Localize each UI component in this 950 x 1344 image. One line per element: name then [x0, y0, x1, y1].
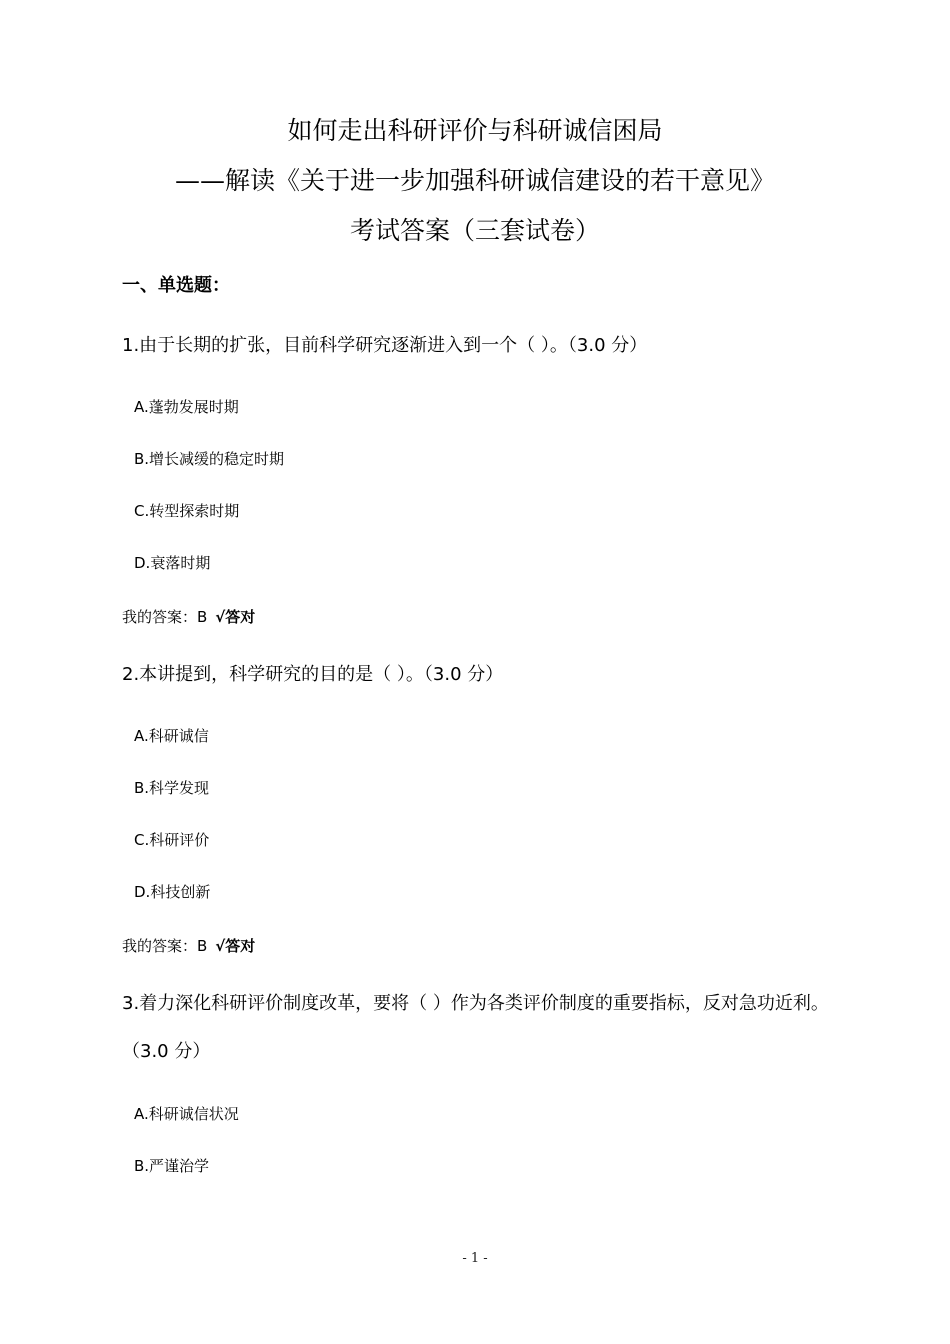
question-2-answer — [122, 936, 255, 956]
question-3-text: 3.着力深化科研评价制度改革，要将（ ）作为各类评价制度的重要指标，反对急功近利。（3.0 分） — [122, 993, 829, 1062]
page-number: - 1 - — [462, 1251, 488, 1266]
question-1-answer-label: 我的答案：B — [122, 608, 208, 626]
question-1-option-d: D.衰落时期 — [134, 554, 211, 572]
question-2-option-c: C.科研评价 — [134, 831, 210, 849]
document-title-line-1: 如何走出科研评价与科研诚信困局 — [287, 116, 663, 145]
question-3-option-b: B.严谨治学 — [134, 1157, 210, 1175]
document-title-line-2: ——解读《关于进一步加强科研诚信建设的若干意见》 — [174, 166, 775, 195]
question-1-text: 1.由于长期的扩张，目前科学研究逐渐进入到一个（ ）。（3.0 分） — [122, 335, 648, 356]
question-1-option-c: C.转型探索时期 — [134, 502, 240, 520]
question-2-option-a: A.科研诚信 — [134, 727, 209, 745]
question-1-answer-verdict: √答对 — [215, 608, 256, 626]
question-1-option-a: A.蓬勃发展时期 — [134, 398, 239, 416]
question-2-answer-verdict: √答对 — [215, 937, 256, 955]
question-2-option-d: D.科技创新 — [134, 883, 211, 901]
section-heading-single-choice: 一、单选题： — [122, 275, 230, 296]
question-2-text: 2.本讲提到，科学研究的目的是（ ）。（3.0 分） — [122, 664, 504, 685]
question-2-answer-label: 我的答案：B — [122, 937, 208, 955]
question-1-option-b: B.增长减缓的稳定时期 — [134, 450, 285, 468]
question-3-option-a: A.科研诚信状况 — [134, 1105, 239, 1123]
document-title-line-3: 考试答案（三套试卷） — [349, 216, 600, 245]
question-1-answer — [122, 607, 255, 627]
question-2-option-b: B.科学发现 — [134, 779, 210, 797]
